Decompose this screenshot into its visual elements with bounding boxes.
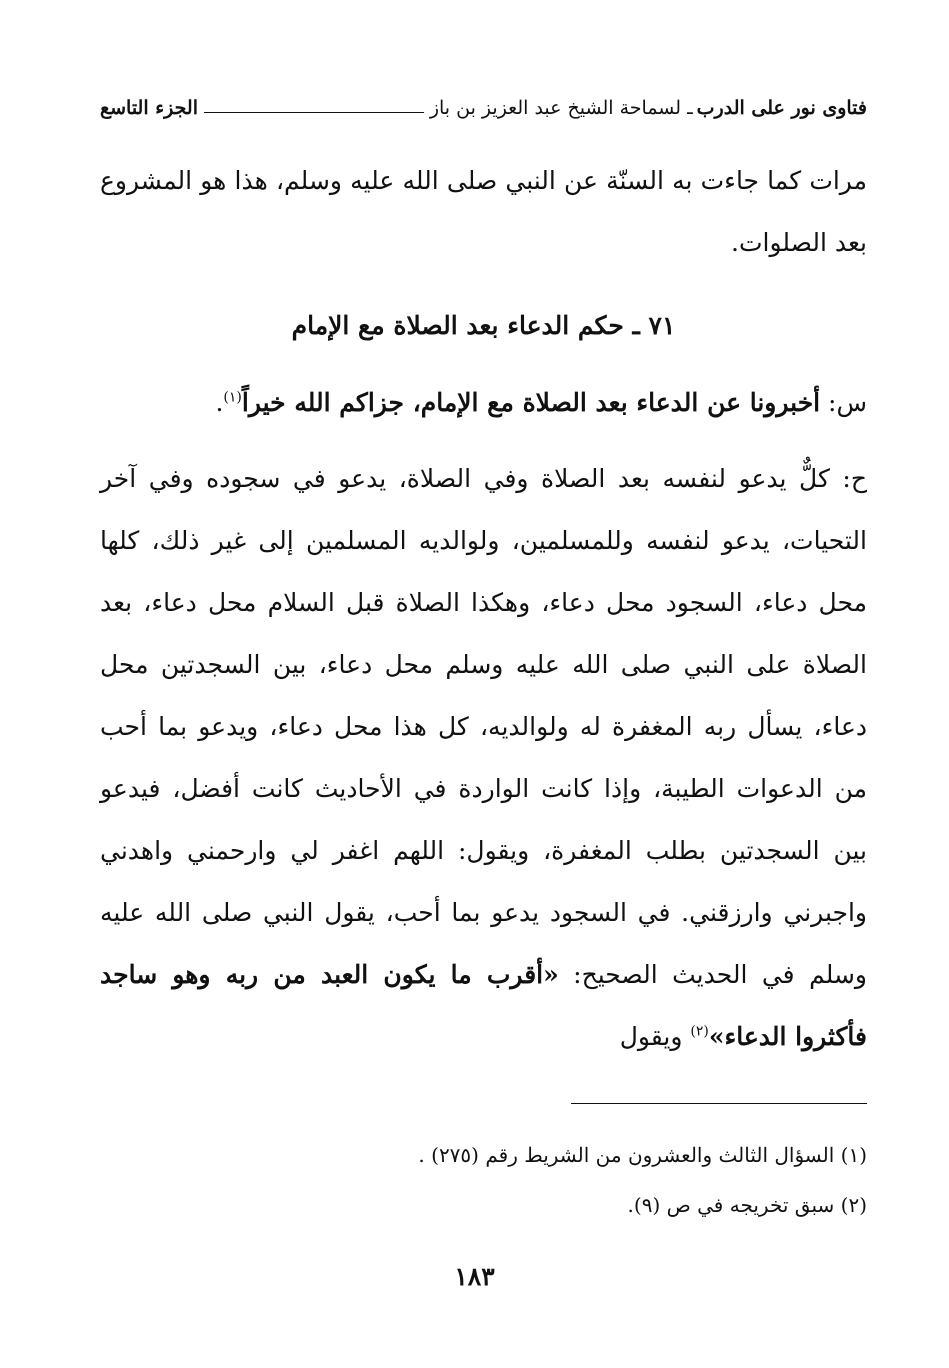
header-rule (204, 112, 424, 113)
hadith-quote: «أقرب ما يكون العبد من ربه وهو ساجد فأكثروا الدعاء» (100, 960, 867, 1051)
footnote-2: (٢) سبق تخريجه في ص (٩). (627, 1193, 867, 1217)
author-line: ـ لسماحة الشيخ عبد العزيز بن باز (429, 97, 693, 119)
book-title: فتاوى نور على الدرب (696, 97, 867, 119)
question-prefix: س: (820, 388, 867, 417)
question-end: . (215, 388, 224, 417)
answer-paragraph (100, 448, 867, 1068)
page-number: ١٨٣ (454, 1262, 495, 1291)
answer-continuation: ويقول (619, 1022, 691, 1051)
footnote-separator (571, 1103, 867, 1104)
intro-paragraph: مرات كما جاءت به السنّة عن النبي صلى الله عليه وسلم، هذا هو المشروع بعد الصلوات. (100, 166, 867, 257)
section-heading: ٧١ ـ حكم الدعاء بعد الصلاة مع الإمام (291, 311, 676, 340)
running-header (100, 88, 867, 128)
volume-label: الجزء التاسع (100, 97, 198, 119)
footnote-ref-2[interactable]: (٢) (690, 1023, 709, 1040)
footnote-1: (١) السؤال الثالث والعشرون من الشريط رقم (٢٧٥) . (418, 1143, 867, 1167)
answer-text: ح: كلٌّ يدعو لنفسه بعد الصلاة وفي الصلاة، يدعو في سجوده وفي آخر التحيات، يدعو لنفسه وللمسلمين، ولوالديه المسلمين إلى غير ذلك، كلها محل دعاء، السجود محل دعاء، وهكذا الصلاة قبل السلام محل دعاء، بعد الصلاة على النبي صلى الله عليه وسلم محل دعاء، بين السجدتين محل دعاء، يسأل ربه المغفرة له ولوالديه، كل هذا محل دعاء، ويدعو بما أحب من الدعوات الطيبة، وإذا كانت الواردة في الأحاديث كانت أفضل، فيدعو بين السجدتين بطلب المغفرة، ويقول: اللهم اغفر لي وارحمني واهدني واجبرني وارزقني. في السجود يدعو بما أحب، يقول النبي صلى الله عليه وسلم في الحديث الصحيح: (100, 464, 868, 989)
question-text: أخبرونا عن الدعاء بعد الصلاة مع الإمام، جزاكم الله خيراً (241, 388, 821, 417)
footnote-ref-1[interactable]: (١) (223, 389, 242, 406)
question-paragraph (100, 372, 867, 434)
